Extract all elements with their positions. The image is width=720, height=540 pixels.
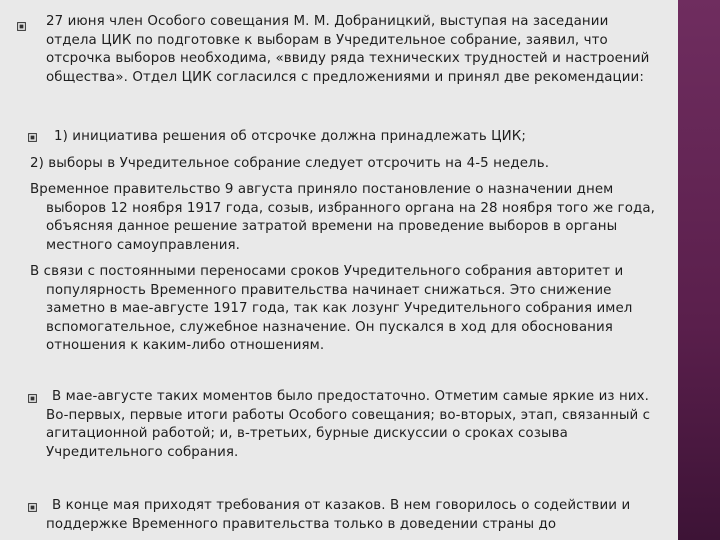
paragraph-line: В конце мая приходят требования от казаков. В нем говорилось о содействии и: [52, 498, 631, 513]
paragraph-line: 2) выборы в Учредительное собрание следует отсрочить на 4-5 недель.: [30, 156, 550, 171]
paragraph-2: [54, 128, 526, 147]
paragraph-line: поддержке Временного правительства только в доведении страны до: [46, 516, 557, 532]
paragraph-5: [30, 263, 632, 356]
paragraph-line: 27 июня член Особого совещания М. М. Добраницкий, выступая на заседании: [46, 14, 609, 29]
square-bullet-icon: [28, 394, 37, 403]
paragraph-6: [46, 388, 650, 462]
paragraph-line: объясняя данное решение затратой времени на проведение выборов в органы: [46, 219, 618, 235]
paragraph-line: популярность Временного правительства начинает снижаться. Это снижение: [46, 282, 612, 298]
decorative-sidebar: [678, 0, 720, 540]
paragraph-line: В мае-августе таких моментов было предостаточно. Отметим самые яркие из них.: [52, 389, 649, 404]
paragraph-1: [46, 13, 649, 87]
paragraph-7: [46, 497, 630, 534]
square-bullet-icon: [28, 503, 37, 512]
paragraph-line: местного самоуправления.: [46, 237, 241, 253]
paragraph-line: отношения к каким-либо отношениям.: [46, 338, 325, 354]
paragraph-line: выборов 12 ноября 1917 года, созыв, избранного органа на 28 ноября того же года,: [46, 200, 656, 216]
paragraph-line: агитационной работой; и, в-третьих, бурные дискуссии о сроках созыва: [46, 426, 568, 442]
paragraph-line: заметно в мае-августе 1917 года, так как лозунг Учредительного собрания имел: [46, 301, 633, 317]
square-bullet-icon: [17, 22, 26, 31]
square-bullet-icon: [28, 133, 37, 142]
paragraph-line: 1) инициатива решения об отсрочке должна принадлежать ЦИК;: [54, 129, 527, 144]
paragraph-3: [30, 155, 549, 174]
paragraph-line: отсрочка выборов необходима, «ввиду ряда технических трудностей и настроений: [46, 51, 650, 67]
paragraph-line: Временное правительство 9 августа приняло постановление о назначении днем: [30, 182, 614, 197]
paragraph-line: отдела ЦИК по подготовке к выборам в Учредительное собрание, заявил, что: [46, 32, 608, 48]
paragraph-4: [30, 181, 655, 255]
paragraph-line: общества». Отдел ЦИК согласился с предложениями и принял две рекомендации:: [46, 69, 644, 85]
paragraph-line: В связи с постоянными переносами сроков Учредительного собрания авторитет и: [30, 264, 624, 279]
paragraph-line: вспомогательное, служебное назначение. Он пускался в ход для обоснования: [46, 319, 613, 335]
paragraph-line: Во-первых, первые итоги работы Особого совещания; во-вторых, этап, связанный с: [46, 407, 651, 423]
paragraph-line: Учредительного собрания.: [46, 444, 239, 460]
